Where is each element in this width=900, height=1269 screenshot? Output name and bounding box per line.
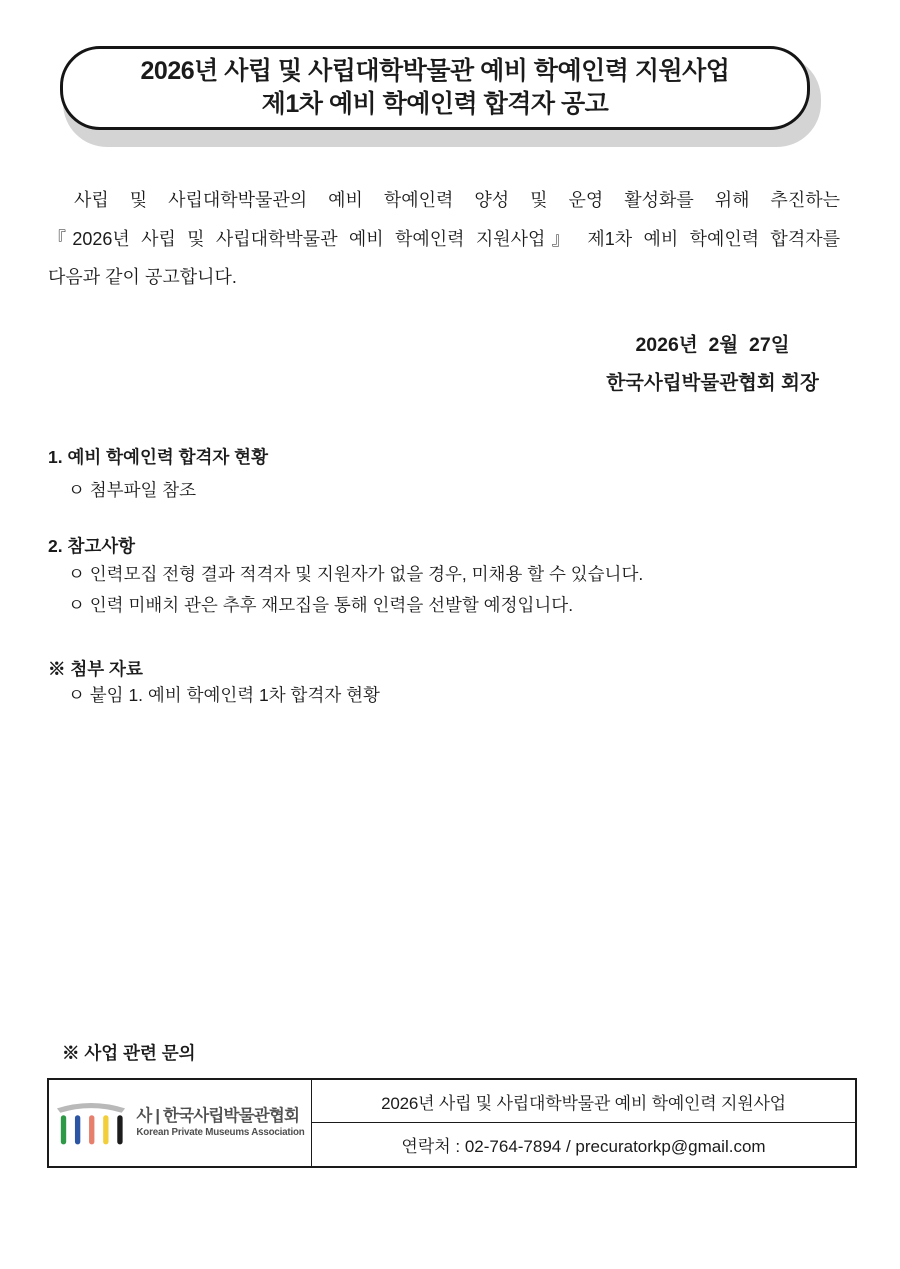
inquiry-heading: ※ 사업 관련 문의 xyxy=(62,1043,196,1063)
intro-paragraph xyxy=(48,181,840,297)
kpma-logo-icon xyxy=(55,1097,127,1149)
intro-line-3: 다음과 같이 공고합니다. xyxy=(48,267,237,287)
section-1-heading: 1. 예비 학예인력 합격자 현황 xyxy=(48,447,268,467)
section-2-heading: 2. 참고사항 xyxy=(48,536,136,556)
logo-bar-salmon xyxy=(89,1115,94,1144)
section-1-item: ㅇ 첨부파일 참조 xyxy=(68,480,197,500)
attachments-item: ㅇ 붙임 1. 예비 학예인력 1차 합격자 현황 xyxy=(68,685,380,705)
association-name-english: Korean Private Museums Association xyxy=(136,1127,305,1138)
title-line-2: 제1차 예비 학예인력 합격자 공고 xyxy=(261,90,609,118)
association-logo xyxy=(49,1080,312,1166)
logo-bar-green xyxy=(61,1115,66,1144)
section-2-item-1: ㅇ 인력모집 전형 결과 적격자 및 지원자가 없을 경우, 미채용 할 수 있습니다. xyxy=(68,564,644,584)
logo-text-block xyxy=(136,1107,304,1139)
announcement-date: 2026년 2월 27일 xyxy=(635,334,790,356)
contact-table xyxy=(47,1078,857,1168)
intro-line-2: 『2026년 사립 및 사립대학박물관 예비 학예인력 지원사업』 제1차 예비 학예인력 합격자를 xyxy=(48,228,840,249)
intro-line-1: 사립 및 사립대학박물관의 예비 학예인력 양성 및 운영 활성화를 위해 추진하는 xyxy=(74,190,840,210)
signer-title: 한국사립박물관협회 회장 xyxy=(606,372,819,394)
association-name-korean: 사 | 한국사립박물관협회 xyxy=(136,1107,300,1125)
title-banner xyxy=(60,46,810,130)
logo-bar-black xyxy=(118,1115,123,1144)
attachments-heading: ※ 첨부 자료 xyxy=(48,659,143,679)
logo-roof-shape xyxy=(57,1103,125,1113)
section-2-item-2: ㅇ 인력 미배치 관은 추후 재모집을 통해 인력을 선발할 예정입니다. xyxy=(68,595,574,615)
signature-block xyxy=(565,326,860,402)
program-name-cell: 2026년 사립 및 사립대학박물관 예비 학예인력 지원사업 xyxy=(312,1080,855,1123)
contact-info-cell: 연락처 : 02-764-7894 / precuratorkp@gmail.com xyxy=(401,1137,766,1156)
logo-bar-blue xyxy=(75,1115,80,1144)
logo-bar-yellow xyxy=(104,1115,109,1144)
title-line-1: 2026년 사립 및 사립대학박물관 예비 학예인력 지원사업 xyxy=(140,57,730,85)
